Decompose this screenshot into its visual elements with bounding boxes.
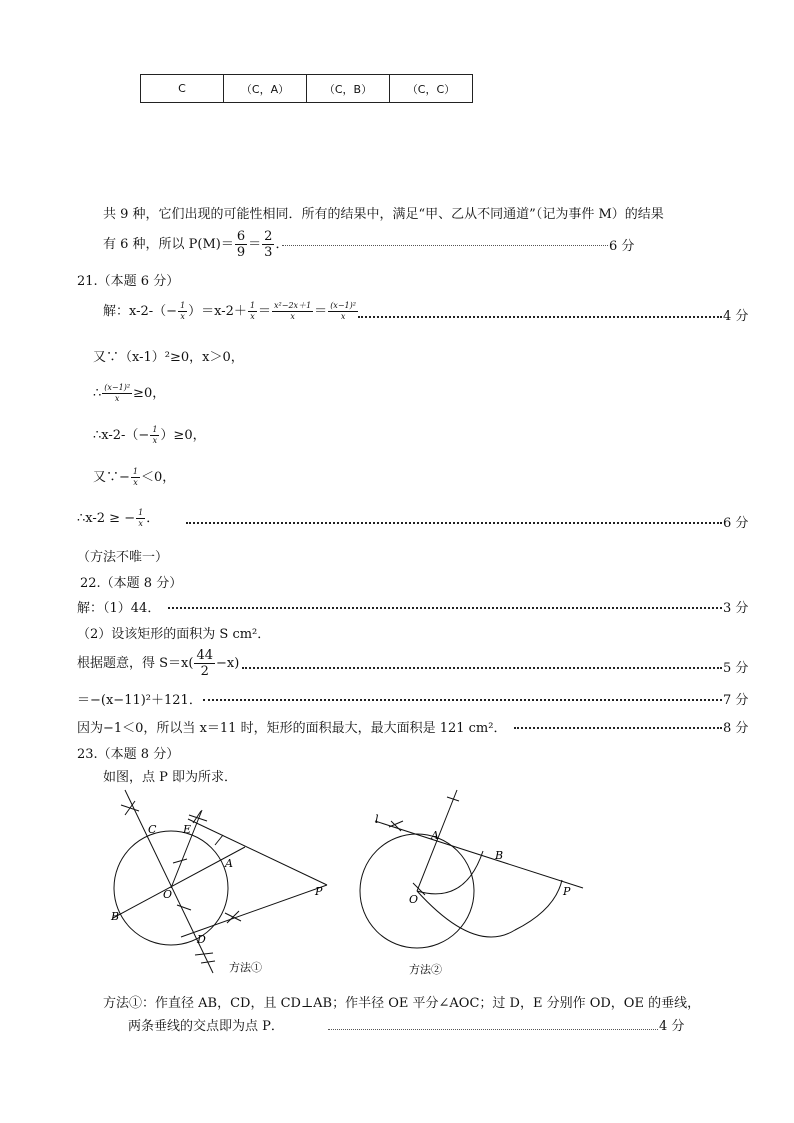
table-cell: （C，C） [390, 75, 473, 103]
arc-center-b [417, 880, 562, 937]
arc-center-a [417, 851, 483, 894]
q23-header: 23.（本题 8 分） [77, 747, 180, 762]
q21-step6: ∴x-2 ≥ − $\frac{1}{x}$ ． [77, 508, 160, 528]
point-label-l: l [375, 813, 379, 826]
line-l [375, 821, 583, 888]
score-label: 4 分 [723, 309, 749, 324]
dotted-leader [514, 727, 722, 729]
arc-mark [177, 905, 191, 910]
figure-caption: 方法① [229, 961, 262, 974]
outcome-table [140, 74, 473, 103]
table-cell: C [141, 75, 224, 103]
score-label: 5 分 [723, 661, 749, 676]
dotted-leader [282, 245, 608, 246]
score-label: 6 分 [723, 516, 749, 531]
dotted-leader [358, 316, 722, 318]
q22-line5: 因为−1＜0，所以当 x＝11 时，矩形的面积最大，最大面积是 121 cm²． [77, 721, 507, 736]
q21-note: （方法不唯一） [77, 550, 169, 565]
q21-step2: 又∵（x-1）²≥0，x＞0， [93, 350, 244, 365]
score-label: 4 分 [659, 1019, 685, 1034]
figure-method-1 [95, 785, 345, 980]
q22-line3: 根据题意，得 S＝x( $\frac{44}{2}$ −x) [77, 648, 240, 679]
q22-header: 22.（本题 8 分） [80, 576, 183, 591]
figure-caption: 方法② [409, 963, 442, 976]
q21-step4: ∴x-2-（− $\frac{1}{x}$ ）≥0， [93, 425, 206, 445]
q22-line4: ＝−(x−11)²＋121． [77, 693, 202, 708]
perpendicular-d-line [181, 885, 327, 937]
dotted-leader [168, 607, 722, 609]
q23-method1-line1: 方法①：作直径 AB，CD，且 CD⊥AB；作半径 OE 平分∠AOC；过 D，E 分别作 OD，OE 的垂线， [103, 996, 701, 1011]
dotted-leader [203, 699, 722, 701]
point-label-b: B [495, 849, 504, 862]
q23-intro: 如图，点 P 即为所求． [103, 770, 238, 785]
q20-line2: 有 6 种，所以 P(M)＝ $\frac{6}{9}$ ＝ $\frac{2}{3}$ ． [103, 229, 289, 260]
arc-mark [173, 859, 187, 863]
q21-step5: 又∵− $\frac{1}{x}$ ＜0， [93, 467, 176, 487]
q21-step1: 解：x-2-（− $\frac{1}{x}$ ）＝x-2＋ $\frac{1}{x}$ ＝ $\frac{\text{x²−2x＋1}}{x}$ ＝ $\frac{\text{(x−1)²}}{x}$ [103, 301, 356, 321]
point-label-a: A [431, 829, 439, 842]
dotted-leader [242, 667, 722, 669]
score-label: 7 分 [723, 693, 749, 708]
table-cell: （C，A） [224, 75, 307, 103]
score-label: 3 分 [723, 601, 749, 616]
point-label-e: E [183, 823, 192, 836]
point-label-o: O [409, 893, 419, 906]
table-cell: （C，B） [307, 75, 390, 103]
dotted-leader [328, 1029, 658, 1030]
point-label-c: C [148, 823, 157, 836]
point-label-d: D [197, 933, 206, 946]
q21-header: 21.（本题 6 分） [77, 274, 180, 289]
q20-line1: 共 9 种，它们出现的可能性相同．所有的结果中，满足“甲、乙从不同通道”（记为事件 M）的结果 [103, 207, 664, 222]
point-label-b: B [111, 910, 120, 923]
score-label: 8 分 [723, 721, 749, 736]
score-label: 6 分 [609, 239, 635, 254]
arc-mark [215, 835, 223, 845]
point-label-p: P [563, 885, 571, 898]
q23-method1-line2: 两条垂线的交点即为点 P． [128, 1019, 284, 1034]
point-label-p: P [315, 885, 323, 898]
q21-step3: ∴ $\frac{\text{(x−1)²}}{x}$ ≥0， [93, 383, 166, 403]
point-label-a: A [225, 857, 233, 870]
dotted-leader [186, 522, 722, 524]
radius-oe-line [171, 810, 202, 888]
q22-line1: 解：（1）44． [77, 601, 161, 616]
perpendicular-e-line [188, 819, 327, 885]
table-row [141, 75, 473, 103]
figure-method-2 [355, 785, 595, 980]
q22-line2: （2）设该矩形的面积为 S cm²． [77, 627, 271, 642]
point-label-o: O [163, 888, 173, 901]
